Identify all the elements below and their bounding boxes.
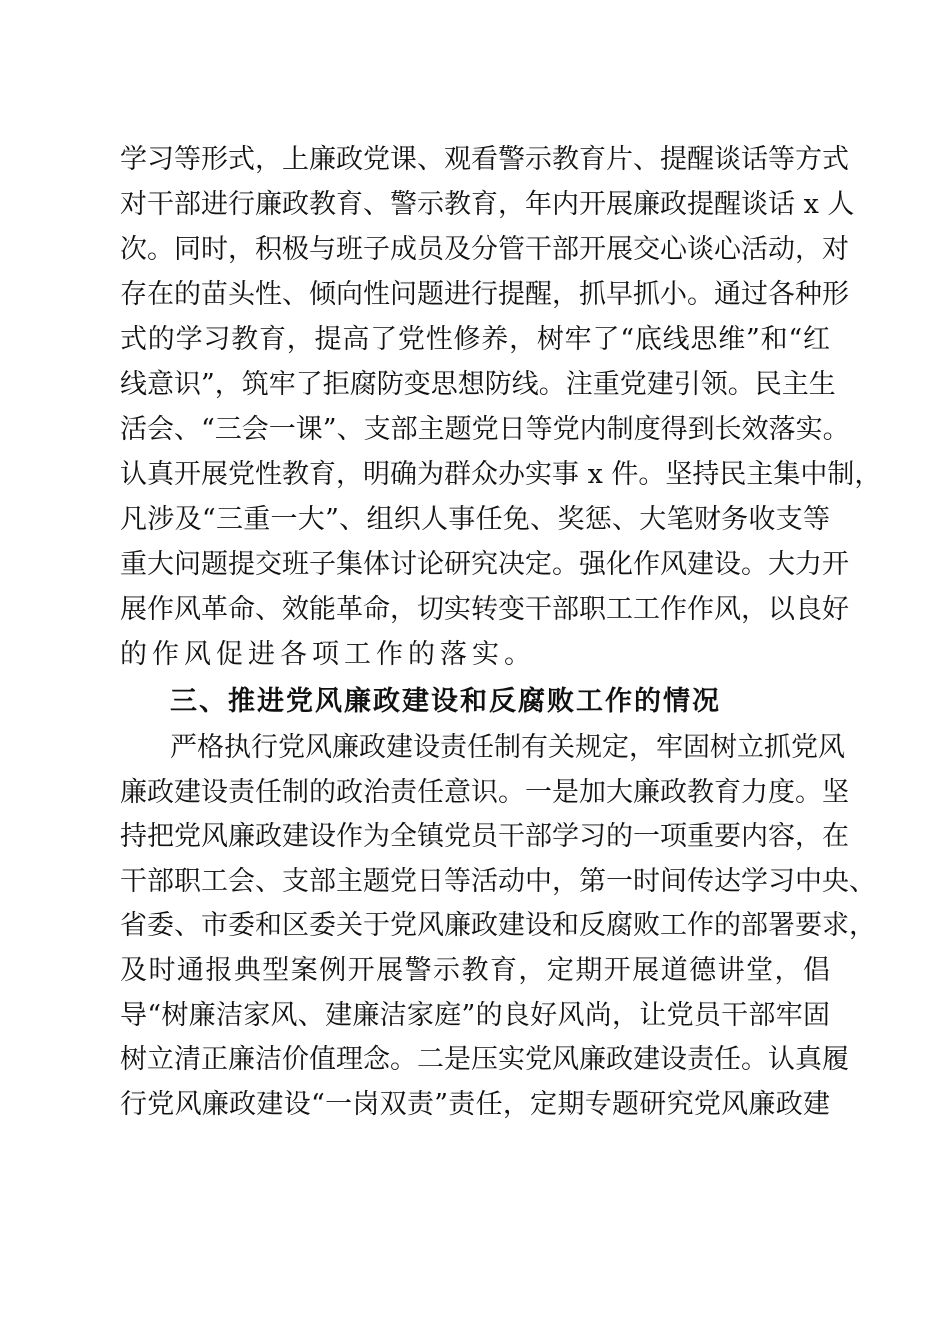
paragraph-line: 树立清正廉洁价值理念。二是压实党风廉政建设责任。认真履 [120, 1044, 849, 1076]
paragraph-line: 学习等形式，上廉政党课、观看警示教育片、提醒谈话等方式 [120, 144, 849, 175]
paragraph-line: 廉政建设责任制的政治责任意识。一是加大廉政教育力度。坚 [120, 776, 849, 808]
paragraph-line: 认真开展党性教育，明确为群众办实事 x 件。坚持民主集中制， [120, 459, 882, 490]
paragraph-line: 省委、市委和区委关于党风廉政建设和反腐败工作的部署要求， [120, 910, 876, 942]
paragraph-line: 的作风促进各项工作的落实。 [120, 639, 536, 670]
paragraph-line: 重大问题提交班子集体讨论研究决定。强化作风建设。大力开 [120, 549, 849, 580]
paragraph-line: 展作风革命、效能革命，切实转变干部职工工作作风，以良好 [120, 594, 849, 625]
paragraph-line: 干部职工会、支部主题党日等活动中，第一时间传达学习中央、 [120, 865, 876, 897]
paragraph-line: 及时通报典型案例开展警示教育，定期开展道德讲堂，倡 [120, 955, 830, 986]
section-heading: 三、推进党风廉政建设和反腐败工作的情况 [170, 686, 721, 717]
paragraph-line: 次。同时，积极与班子成员及分管干部开展交心谈心活动，对 [120, 234, 849, 265]
paragraph-line: 活会、“三会一课”、支部主题党日等党内制度得到长效落实。 [120, 414, 850, 445]
paragraph-line: 式的学习教育，提高了党性修养，树牢了“底线思维”和“红 [120, 324, 830, 355]
paragraph-line: 对干部进行廉政教育、警示教育，年内开展廉政提醒谈话 x 人 [120, 189, 855, 220]
paragraph-line: 严格执行党风廉政建设责任制有关规定，牢固树立抓党风 [170, 732, 845, 763]
paragraph-line: 线意识”，筑牢了拒腐防变思想防线。注重党建引领。民主生 [120, 369, 836, 400]
paragraph-line: 行党风廉政建设“一岗双责”责任，定期专题研究党风廉政建 [120, 1088, 830, 1120]
paragraph-line: 导“树廉洁家风、建廉洁家庭”的良好风尚，让党员干部牢固 [120, 999, 830, 1031]
paragraph-line: 存在的苗头性、倾向性问题进行提醒，抓早抓小。通过各种形 [120, 279, 849, 310]
paragraph-line: 持把党风廉政建设作为全镇党员干部学习的一项重要内容，在 [120, 821, 849, 853]
paragraph-line: 凡涉及“三重一大”、组织人事任免、奖惩、大笔财务收支等 [120, 504, 830, 535]
